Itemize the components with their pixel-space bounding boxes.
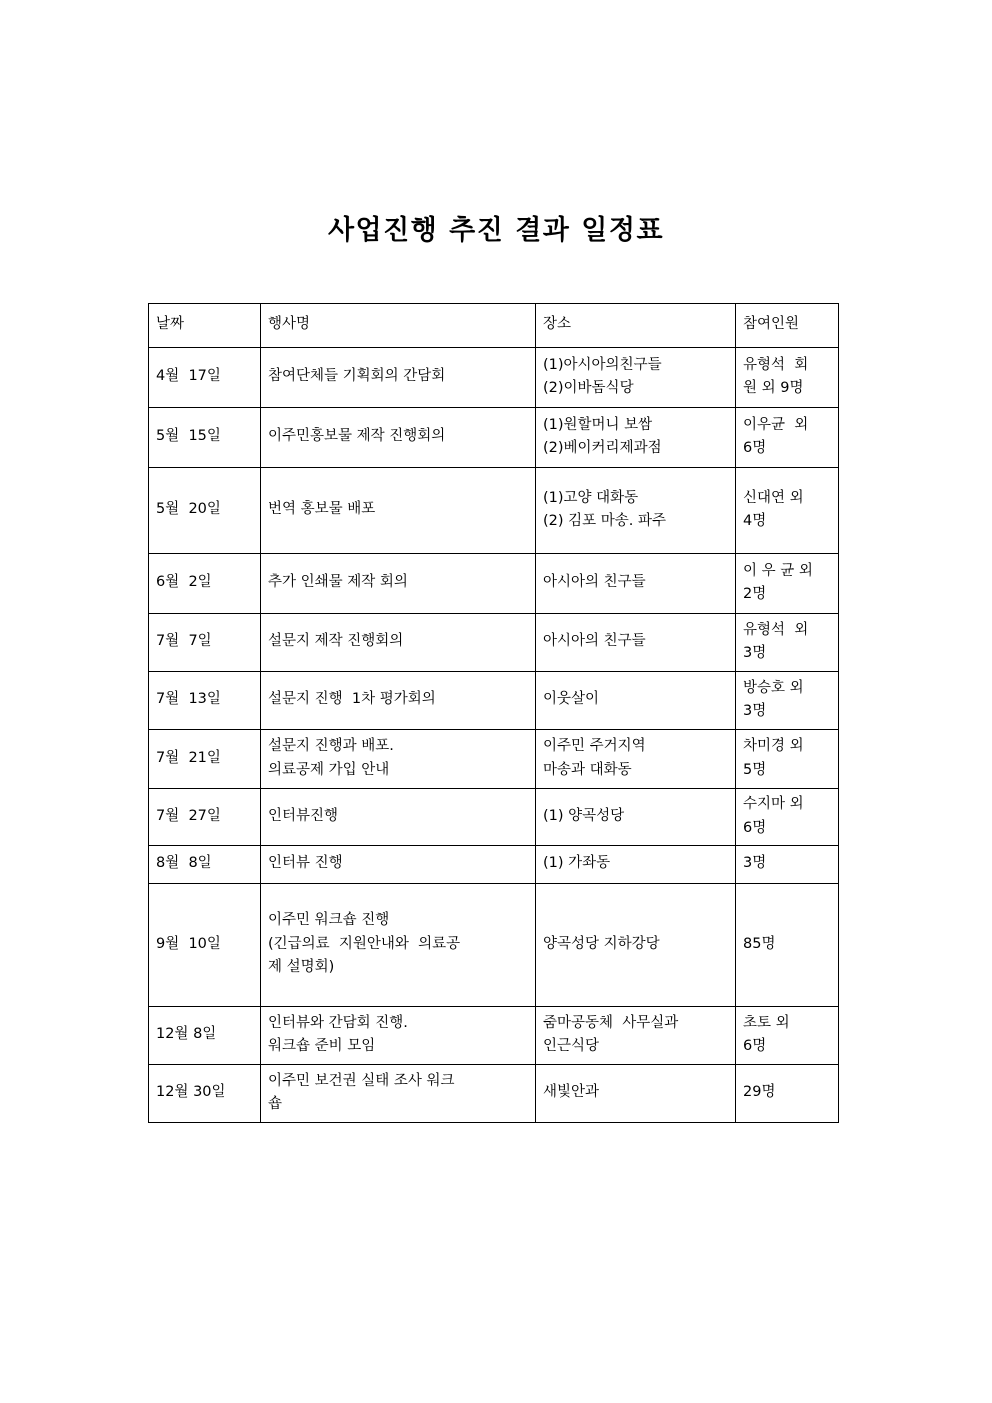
text-line: 이웃살이 (543, 691, 600, 708)
text-line: 제 설명회) (268, 959, 335, 976)
text-line: 아시아의 친구들 (543, 633, 646, 650)
text-line: 양곡성당 지하강당 (543, 935, 660, 952)
cell-people (736, 348, 839, 408)
schedule-table (148, 303, 839, 1123)
text-line: (2)베이커리제과점 (543, 440, 662, 456)
text-line: 6명 (743, 440, 767, 456)
text-line: 29명 (743, 1084, 776, 1101)
text-line: 6명 (743, 819, 767, 836)
cell-event (261, 408, 536, 468)
cell-event (261, 468, 536, 554)
table-body (149, 348, 839, 1123)
cell-date: 12월 30일 (149, 1065, 261, 1123)
cell-place (536, 408, 736, 468)
cell-people (736, 730, 839, 789)
column-header-people: 참여인원 (736, 304, 839, 348)
text-line: (1)아시아의친구들 (543, 356, 662, 373)
page-title: 사업진행 추진 결과 일정표 (327, 215, 665, 246)
cell-place (536, 554, 736, 614)
cell-place (536, 348, 736, 408)
text-line: 수지마 외 (743, 796, 804, 813)
cell-date: 7월 7일 (149, 614, 261, 672)
text-line: 설문지 진행 1차 평가회의 (268, 691, 436, 708)
text-line: (긴급의료 지원안내와 의료공 (268, 935, 461, 952)
cell-place (536, 614, 736, 672)
text-line: 참여단체들 기획회의 간담회 (268, 368, 446, 385)
cell-date: 5월 15일 (149, 408, 261, 468)
cell-people (736, 884, 839, 1007)
cell-place (536, 672, 736, 730)
cell-event (261, 614, 536, 672)
text-line: 설문지 진행과 배포. (268, 738, 394, 755)
text-line: 이우균 외 (743, 416, 809, 433)
text-line: 줌마공동체 사무실과 (543, 1014, 679, 1031)
cell-people (736, 408, 839, 468)
cell-people (736, 1065, 839, 1123)
text-line: (1) 양곡성당 (543, 807, 625, 824)
table-row (149, 468, 839, 554)
cell-date: 5월 20일 (149, 468, 261, 554)
text-line: 숍 (268, 1096, 283, 1112)
text-line: (2)이바돔식당 (543, 380, 634, 396)
cell-people (736, 614, 839, 672)
text-line: 3명 (743, 703, 767, 719)
table-row (149, 554, 839, 614)
cell-place (536, 1007, 736, 1065)
text-line: (2) 김포 마송. 파주 (543, 513, 667, 529)
table-row (149, 348, 839, 408)
text-line: 인터뷰와 간담회 진행. (268, 1014, 408, 1031)
text-line: 신대연 외 (743, 489, 804, 506)
text-line: 6명 (743, 1038, 767, 1054)
text-line: (1)고양 대화동 (543, 489, 639, 506)
cell-event (261, 1065, 536, 1123)
text-line: 초토 외 (743, 1014, 790, 1031)
cell-place (536, 789, 736, 846)
text-line: 추가 인쇄물 제작 회의 (268, 574, 408, 591)
cell-date: 7월 21일 (149, 730, 261, 789)
cell-event (261, 348, 536, 408)
table-row (149, 846, 839, 884)
column-header-date: 날짜 (149, 304, 261, 348)
text-line: 차미경 외 (743, 738, 804, 755)
table-header-row (149, 304, 839, 348)
table-row (149, 408, 839, 468)
text-line: 의료공제 가입 안내 (268, 761, 390, 778)
table-row (149, 672, 839, 730)
cell-place (536, 1065, 736, 1123)
cell-date: 7월 27일 (149, 789, 261, 846)
cell-event (261, 789, 536, 846)
cell-place (536, 846, 736, 884)
text-line: 아시아의 친구들 (543, 574, 646, 591)
text-line: 인터뷰 진행 (268, 855, 343, 872)
column-header-event: 행사명 (261, 304, 536, 348)
text-line: 인근식당 (543, 1038, 600, 1054)
cell-event (261, 672, 536, 730)
cell-place (536, 884, 736, 1007)
cell-people (736, 672, 839, 730)
table-row (149, 1065, 839, 1123)
cell-date: 6월 2일 (149, 554, 261, 614)
cell-event (261, 1007, 536, 1065)
text-line: 3명 (743, 855, 767, 872)
cell-people (736, 789, 839, 846)
text-line: 새빛안과 (543, 1084, 600, 1101)
text-line: (1) 가좌동 (543, 855, 611, 872)
text-line: 유형석 외 (743, 621, 809, 638)
cell-people (736, 1007, 839, 1065)
table-row (149, 730, 839, 789)
text-line: 4명 (743, 513, 767, 529)
table-row (149, 789, 839, 846)
text-line: 원 외 9명 (743, 380, 804, 396)
cell-event (261, 846, 536, 884)
cell-place (536, 730, 736, 789)
text-line: 방승호 외 (743, 679, 804, 696)
cell-date: 12월 8일 (149, 1007, 261, 1065)
table-row (149, 884, 839, 1007)
text-line: 이주민 주거지역 (543, 738, 646, 755)
cell-event (261, 730, 536, 789)
cell-date: 8월 8일 (149, 846, 261, 884)
text-line: (1)원할머니 보쌈 (543, 416, 653, 433)
text-line: 워크숍 준비 모임 (268, 1038, 376, 1054)
text-line: 2명 (743, 586, 767, 602)
text-line: 이 우 균 외 (743, 562, 813, 579)
text-line: 이주민 보건권 실태 조사 워크 (268, 1072, 455, 1089)
cell-people (736, 468, 839, 554)
cell-event (261, 554, 536, 614)
text-line: 85명 (743, 935, 776, 952)
text-line: 설문지 제작 진행회의 (268, 633, 404, 650)
text-line: 유형석 회 (743, 356, 809, 373)
text-line: 번역 홍보물 배포 (268, 501, 376, 518)
text-line: 이주민홍보물 제작 진행회의 (268, 428, 446, 445)
text-line: 마송과 대화동 (543, 761, 632, 778)
cell-event (261, 884, 536, 1007)
cell-people (736, 846, 839, 884)
cell-date: 7월 13일 (149, 672, 261, 730)
column-header-place: 장소 (536, 304, 736, 348)
text-line: 5명 (743, 761, 767, 778)
table-row (149, 1007, 839, 1065)
cell-date: 4월 17일 (149, 348, 261, 408)
text-line: 3명 (743, 645, 767, 661)
cell-date: 9월 10일 (149, 884, 261, 1007)
table-row (149, 614, 839, 672)
text-line: 이주민 워크숍 진행 (268, 912, 390, 929)
cell-people (736, 554, 839, 614)
text-line: 인터뷰진행 (268, 807, 339, 824)
cell-place (536, 468, 736, 554)
